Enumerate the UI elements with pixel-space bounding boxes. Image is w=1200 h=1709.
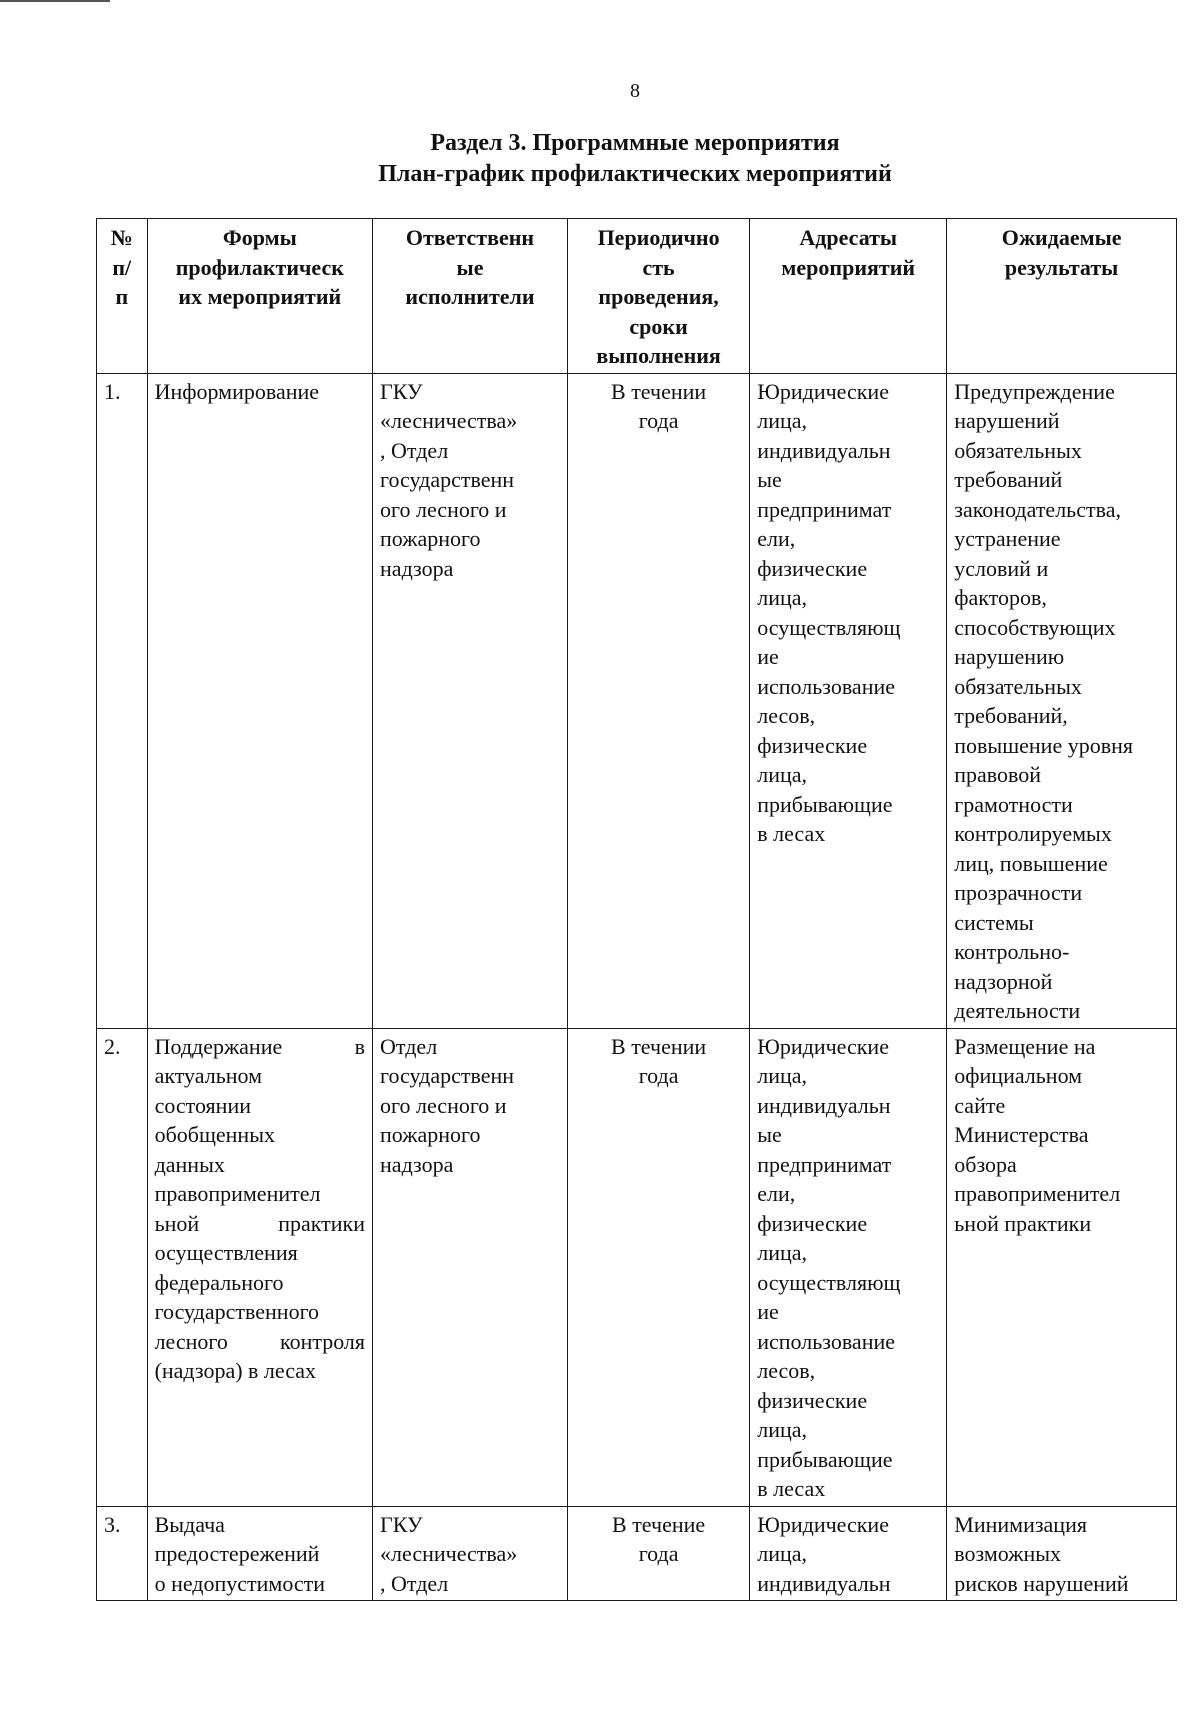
cell-line: Информирование (154, 378, 320, 404)
cell-line: нарушению (954, 644, 1065, 669)
cell-line: Отдел (380, 1033, 438, 1059)
cell-addressees (750, 373, 947, 1028)
header-line: Адресаты (799, 225, 898, 250)
cell-addressees (750, 1028, 947, 1506)
header-line: мероприятий (781, 254, 916, 280)
cell-line: рисков нарушений (954, 1570, 1129, 1596)
cell-line: лица, (757, 408, 808, 433)
cell-line: «лесничества» (380, 1541, 518, 1566)
header-periodicity (567, 219, 749, 374)
cell-line: состоянии (154, 1092, 251, 1118)
cell-line: ели, (757, 1181, 796, 1206)
document-title (0, 128, 1200, 190)
cell-line: прозрачности (954, 880, 1083, 905)
header-line: п/ (112, 254, 132, 280)
cell-line: осуществляющ (757, 614, 901, 640)
header-line: сть (642, 254, 675, 280)
section-heading: Раздел 3. Программные мероприятия (430, 130, 840, 156)
cell-line: (надзора) в лесах (154, 1358, 317, 1383)
cell-line: осуществления (154, 1240, 298, 1265)
header-responsible (373, 219, 568, 374)
cell-line: лиц, повышение (954, 850, 1108, 876)
cell-line: Юридические (757, 378, 889, 404)
table-header-row (97, 219, 1177, 374)
cell-line: индивидуальн (757, 1570, 891, 1596)
cell-result (947, 1028, 1177, 1506)
cell-line: предпринимат (757, 496, 892, 522)
header-forms (147, 219, 372, 374)
cell-line: ГКУ (380, 378, 423, 404)
cell-line: использование (757, 673, 896, 699)
header-line: сроки (629, 313, 688, 339)
cell-line: лица, (757, 1063, 808, 1088)
cell-line: ого лесного и (380, 1092, 507, 1118)
table-row (97, 1506, 1177, 1601)
cell-line: Минимизация (954, 1511, 1087, 1537)
header-line: результаты (1004, 254, 1119, 280)
cell-line: надзорной (954, 968, 1053, 994)
header-line: проведения, (598, 284, 719, 309)
page-number: 8 (630, 80, 640, 102)
cell-addressees (750, 1506, 947, 1601)
header-line: Формы (222, 225, 297, 250)
cell-line: сайте (954, 1092, 1006, 1118)
cell-line: в лесах (757, 821, 826, 846)
cell-line: , Отдел (380, 437, 449, 463)
cell-form (147, 1506, 372, 1601)
cell-line: правоприменител (154, 1181, 321, 1206)
cell-responsible (373, 373, 568, 1028)
cell-responsible (373, 1506, 568, 1601)
cell-line: надзора (380, 555, 454, 581)
cell-line: лесов, (757, 1358, 816, 1383)
cell-line: федерального (154, 1269, 284, 1295)
cell-line: государственного (154, 1299, 320, 1324)
cell-period (567, 1028, 749, 1506)
cell-line: ые (757, 467, 782, 492)
cell-line: актуальном (154, 1063, 263, 1088)
cell-line: государственн (380, 467, 515, 492)
prevention-plan-table (96, 218, 1177, 1601)
header-number (97, 219, 148, 374)
cell-line: Выдача (154, 1511, 225, 1537)
cell-line: предпринимат (757, 1151, 892, 1177)
cell-line: В течении (611, 378, 707, 404)
header-line: Ожидаемые (1001, 225, 1122, 250)
cell-line: В течении (611, 1033, 707, 1059)
cell-line: ьной практики (154, 1210, 366, 1236)
cell-result (947, 1506, 1177, 1601)
header-line: ые (456, 254, 484, 280)
cell-line: физические (757, 555, 868, 581)
cell-period (567, 373, 749, 1028)
cell-line: законодательства, (954, 496, 1121, 522)
cell-line: повышение уровня (954, 732, 1134, 758)
header-line: Периодично (597, 225, 720, 250)
cell-line: года (638, 1541, 679, 1566)
cell-line: В течение (612, 1511, 706, 1537)
cell-line: Размещение на (954, 1033, 1096, 1059)
cell-line: лица, (757, 1240, 808, 1265)
cell-line: ьной практики (954, 1210, 1092, 1236)
cell-line: , Отдел (380, 1570, 449, 1596)
cell-line: факторов, (954, 585, 1047, 610)
cell-line: правовой (954, 762, 1042, 787)
cell-line: надзора (380, 1151, 454, 1177)
cell-line: устранение (954, 526, 1061, 551)
table-row (97, 373, 1177, 1028)
cell-line: Юридические (757, 1511, 889, 1537)
header-line: выполнения (596, 343, 721, 368)
cell-line: лица, (757, 762, 808, 787)
cell-form (147, 1028, 372, 1506)
cell-line: лица, (757, 585, 808, 610)
cell-line: о недопустимости (154, 1570, 326, 1596)
cell-line: обязательных (954, 437, 1082, 463)
cell-line: деятельности (954, 998, 1081, 1023)
cell-line: правоприменител (954, 1181, 1121, 1206)
cell-line: нарушений (954, 408, 1060, 433)
cell-line: физические (757, 1210, 868, 1236)
cell-line: в лесах (757, 1476, 826, 1501)
cell-line: лесов, (757, 703, 816, 728)
cell-line: ого лесного и (380, 496, 507, 522)
cell-line: лесного контроля (154, 1328, 366, 1354)
cell-line: требований, (954, 703, 1068, 728)
table-row (97, 1028, 1177, 1506)
table-body (97, 373, 1177, 1601)
header-line: их мероприятий (178, 284, 342, 309)
cell-line: грамотности (954, 791, 1073, 817)
cell-line: индивидуальн (757, 437, 891, 463)
cell-line: данных (154, 1151, 225, 1177)
cell-line: осуществляющ (757, 1269, 901, 1295)
cell-line: контрольно- (954, 939, 1070, 964)
cell-line: официальном (954, 1063, 1083, 1088)
cell-line: индивидуальн (757, 1092, 891, 1118)
cell-line: ые (757, 1122, 782, 1147)
header-line: исполнители (405, 284, 535, 309)
cell-number: 1. (97, 373, 148, 1028)
cell-line: года (638, 408, 679, 433)
cell-line: Юридические (757, 1033, 889, 1059)
cell-form (147, 373, 372, 1028)
cell-line: возможных (954, 1541, 1062, 1566)
header-results (947, 219, 1177, 374)
cell-line: ГКУ (380, 1511, 423, 1537)
cell-line: Предупреждение (954, 378, 1115, 404)
cell-line: Министерства (954, 1122, 1089, 1147)
cell-result (947, 373, 1177, 1028)
cell-line: прибывающие (757, 791, 893, 817)
cell-line: способствующих (954, 614, 1116, 640)
cell-line: системы (954, 909, 1034, 935)
cell-line: контролируемых (954, 821, 1112, 846)
cell-line: «лесничества» (380, 408, 518, 433)
cell-number: 2. (97, 1028, 148, 1506)
cell-line: обобщенных (154, 1122, 275, 1147)
header-line: профилактическ (175, 254, 344, 280)
header-addressees (750, 219, 947, 374)
cell-line: лица, (757, 1541, 808, 1566)
cell-line: ие (757, 1299, 779, 1324)
cell-period (567, 1506, 749, 1601)
header-line: № (110, 225, 133, 250)
cell-line: физические (757, 1387, 868, 1413)
cell-line: года (638, 1063, 679, 1088)
cell-line: обязательных (954, 673, 1082, 699)
cell-number: 3. (97, 1506, 148, 1601)
plan-heading: План-график профилактических мероприятий (378, 161, 892, 187)
cell-line: ели, (757, 526, 796, 551)
cell-line: обзора (954, 1151, 1017, 1177)
scan-edge-mark (0, 0, 110, 2)
header-line: Ответственн (405, 225, 535, 250)
cell-line: физические (757, 732, 868, 758)
cell-line: пожарного (380, 526, 481, 551)
header-line: п (115, 284, 129, 309)
cell-line: предостережений (154, 1541, 320, 1566)
cell-line: Поддержание в (154, 1033, 366, 1059)
cell-line: ие (757, 644, 779, 669)
cell-line: условий и (954, 555, 1049, 581)
cell-line: государственн (380, 1063, 515, 1088)
cell-line: пожарного (380, 1122, 481, 1147)
cell-line: прибывающие (757, 1446, 893, 1472)
cell-line: лица, (757, 1417, 808, 1442)
cell-responsible (373, 1028, 568, 1506)
cell-line: требований (954, 467, 1063, 492)
cell-line: использование (757, 1328, 896, 1354)
